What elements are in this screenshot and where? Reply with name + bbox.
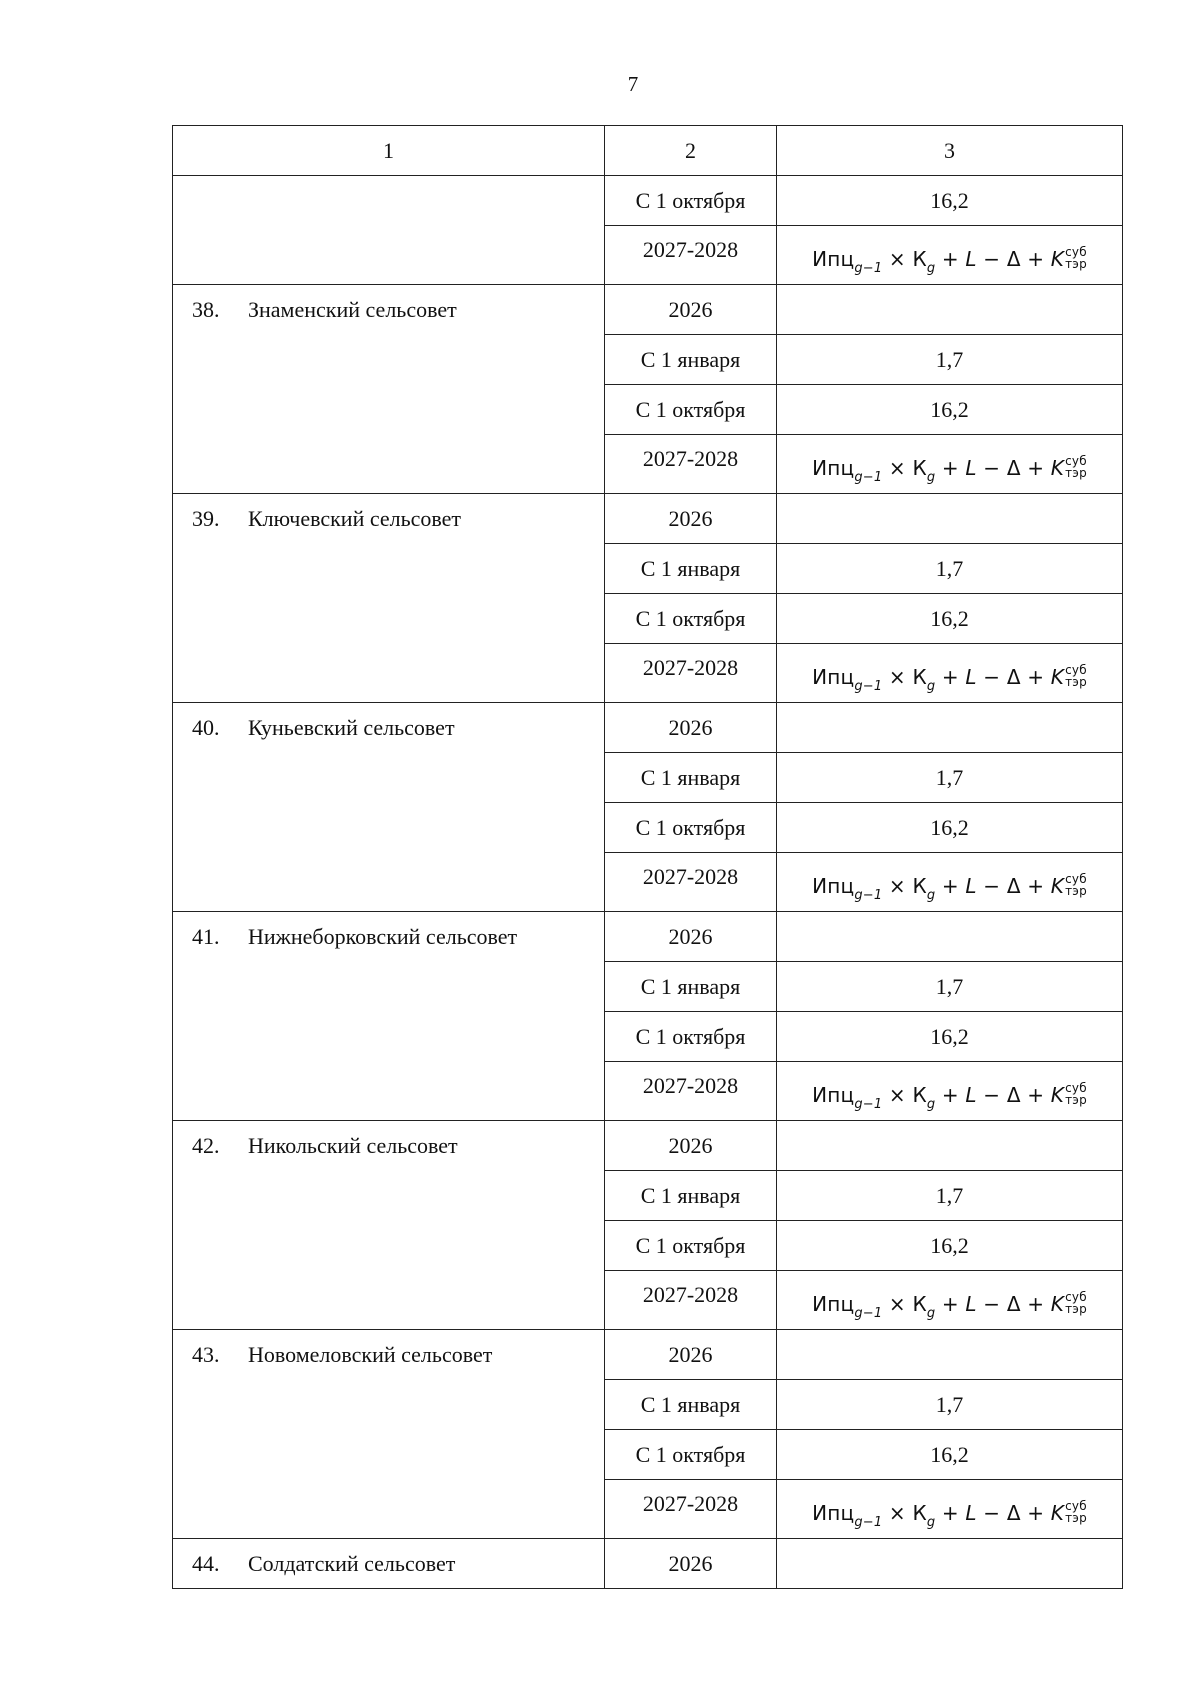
- value-cell: 1,7: [777, 544, 1123, 594]
- tariff-formula: [812, 663, 1087, 694]
- formula-k-subscript-ter: тэр: [1065, 1302, 1087, 1317]
- period-cell: 2026: [605, 1121, 777, 1171]
- value-cell: [777, 1539, 1123, 1589]
- entry-number: 41.: [192, 924, 220, 949]
- formula-plus: +: [1020, 1291, 1051, 1316]
- entry-number: 39.: [192, 506, 220, 531]
- period-cell: С 1 октября: [605, 385, 777, 435]
- formula-minus: −: [976, 1291, 1007, 1316]
- formula-base-subscript: g−1: [854, 678, 883, 694]
- formula-base-subscript: g−1: [854, 1514, 883, 1530]
- formula-k-subsidy: K: [1050, 455, 1065, 480]
- tariff-formula: [812, 454, 1087, 485]
- formula-k: К: [912, 1291, 927, 1316]
- value-cell: 16,2: [777, 176, 1123, 226]
- formula-k: К: [912, 1082, 927, 1107]
- entry-number: 44.: [192, 1551, 220, 1576]
- tariff-formula: [812, 872, 1087, 903]
- formula-minus: −: [976, 664, 1007, 689]
- formula-k-superscript: суб: [1065, 1499, 1087, 1514]
- value-cell: 16,2: [777, 1221, 1123, 1271]
- value-cell: [777, 494, 1123, 544]
- period-cell: С 1 января: [605, 335, 777, 385]
- value-cell: 16,2: [777, 594, 1123, 644]
- formula-k-subscript: g: [926, 678, 936, 694]
- tariff-formula: [812, 1290, 1087, 1321]
- formula-k: К: [912, 664, 927, 689]
- formula-k: К: [912, 1500, 927, 1525]
- formula-minus: −: [976, 455, 1007, 480]
- formula-l: L: [965, 455, 977, 480]
- formula-k-subsidy: K: [1050, 246, 1065, 271]
- period-cell: 2027-2028: [605, 435, 777, 494]
- formula-cell: [777, 226, 1123, 285]
- formula-delta: Δ: [1006, 1500, 1021, 1525]
- entry-number: 42.: [192, 1133, 220, 1158]
- formula-k-superscript: суб: [1065, 1081, 1087, 1096]
- formula-k: К: [912, 455, 927, 480]
- value-cell: [777, 912, 1123, 962]
- value-cell: 16,2: [777, 385, 1123, 435]
- formula-k-subscript-ter: тэр: [1065, 675, 1087, 690]
- formula-k-superscript: суб: [1065, 663, 1087, 678]
- period-cell: 2026: [605, 703, 777, 753]
- formula-base: Ипц: [812, 664, 855, 689]
- entry-number: 43.: [192, 1342, 220, 1367]
- formula-cell: [777, 644, 1123, 703]
- formula-base: Ипц: [812, 1291, 855, 1316]
- table-header-row: [173, 126, 1123, 176]
- table-row: [173, 703, 1123, 753]
- tariff-formula: [812, 1081, 1087, 1112]
- formula-l: L: [965, 873, 977, 898]
- value-cell: 1,7: [777, 753, 1123, 803]
- formula-times: ×: [882, 1082, 913, 1107]
- settlement-cell: [173, 176, 605, 285]
- formula-l: L: [965, 246, 977, 271]
- entry-number: 40.: [192, 715, 220, 740]
- formula-plus: +: [935, 1500, 966, 1525]
- period-cell: С 1 января: [605, 753, 777, 803]
- formula-delta: Δ: [1006, 246, 1021, 271]
- period-cell: С 1 октября: [605, 1221, 777, 1271]
- settlement-name: Знаменский сельсовет: [248, 297, 457, 322]
- formula-k-subscript: g: [926, 260, 936, 276]
- formula-base: Ипц: [812, 455, 855, 480]
- formula-k-subscript-ter: тэр: [1065, 884, 1087, 899]
- table-row: [173, 285, 1123, 335]
- settlement-cell: [173, 703, 605, 912]
- formula-plus: +: [935, 455, 966, 480]
- value-cell: 1,7: [777, 1171, 1123, 1221]
- formula-k-subscript-ter: тэр: [1065, 466, 1087, 481]
- period-cell: 2027-2028: [605, 644, 777, 703]
- formula-k-superscript: суб: [1065, 245, 1087, 260]
- formula-k-subscript: g: [926, 469, 936, 485]
- formula-delta: Δ: [1006, 1082, 1021, 1107]
- formula-cell: [777, 435, 1123, 494]
- formula-k-superscript: суб: [1065, 872, 1087, 887]
- formula-base-subscript: g−1: [854, 1096, 883, 1112]
- formula-plus: +: [1020, 664, 1051, 689]
- settlement-name: Куньевский сельсовет: [248, 715, 455, 740]
- formula-delta: Δ: [1006, 664, 1021, 689]
- formula-cell: [777, 1062, 1123, 1121]
- period-cell: С 1 января: [605, 544, 777, 594]
- value-cell: [777, 285, 1123, 335]
- formula-l: L: [965, 664, 977, 689]
- formula-plus: +: [1020, 1500, 1051, 1525]
- formula-minus: −: [976, 246, 1007, 271]
- settlement-cell: [173, 1330, 605, 1539]
- formula-k-subscript: g: [926, 887, 936, 903]
- formula-k-subscript-ter: тэр: [1065, 1093, 1087, 1108]
- period-cell: С 1 января: [605, 1380, 777, 1430]
- period-cell: 2026: [605, 912, 777, 962]
- table-row: [173, 1121, 1123, 1171]
- table-row: [173, 912, 1123, 962]
- settlement-cell: [173, 912, 605, 1121]
- formula-k-subscript: g: [926, 1305, 936, 1321]
- formula-k-superscript: суб: [1065, 1290, 1087, 1305]
- period-cell: С 1 октября: [605, 803, 777, 853]
- header-col-1: 1: [173, 126, 605, 176]
- tariff-table: [172, 125, 1123, 1589]
- formula-plus: +: [1020, 246, 1051, 271]
- formula-k-subscript: g: [926, 1096, 936, 1112]
- formula-l: L: [965, 1082, 977, 1107]
- period-cell: 2027-2028: [605, 1480, 777, 1539]
- formula-times: ×: [882, 246, 913, 271]
- value-cell: [777, 1330, 1123, 1380]
- settlement-cell: [173, 285, 605, 494]
- settlement-cell: [173, 494, 605, 703]
- formula-times: ×: [882, 664, 913, 689]
- formula-k-subscript: g: [926, 1514, 936, 1530]
- tariff-formula: [812, 1499, 1087, 1530]
- formula-k-subscript-ter: тэр: [1065, 257, 1087, 272]
- value-cell: 16,2: [777, 1012, 1123, 1062]
- formula-plus: +: [935, 664, 966, 689]
- formula-plus: +: [935, 1291, 966, 1316]
- formula-k-superscript: суб: [1065, 454, 1087, 469]
- formula-minus: −: [976, 873, 1007, 898]
- value-cell: [777, 1121, 1123, 1171]
- formula-delta: Δ: [1006, 873, 1021, 898]
- header-col-2: 2: [605, 126, 777, 176]
- tariff-formula: [812, 245, 1087, 276]
- period-cell: С 1 января: [605, 962, 777, 1012]
- settlement-cell: [173, 1539, 605, 1589]
- formula-times: ×: [882, 1500, 913, 1525]
- period-cell: 2027-2028: [605, 853, 777, 912]
- period-cell: 2026: [605, 1330, 777, 1380]
- formula-delta: Δ: [1006, 455, 1021, 480]
- formula-base: Ипц: [812, 1500, 855, 1525]
- settlement-name: Новомеловский сельсовет: [248, 1342, 493, 1367]
- formula-k: К: [912, 873, 927, 898]
- formula-plus: +: [935, 246, 966, 271]
- value-cell: 16,2: [777, 1430, 1123, 1480]
- formula-k-subsidy: K: [1050, 1291, 1065, 1316]
- entry-number: 38.: [192, 297, 220, 322]
- formula-base-subscript: g−1: [854, 887, 883, 903]
- table-row: [173, 1330, 1123, 1380]
- period-cell: 2026: [605, 285, 777, 335]
- period-cell: 2027-2028: [605, 1271, 777, 1330]
- period-cell: 2027-2028: [605, 1062, 777, 1121]
- table-row: [173, 494, 1123, 544]
- formula-base: Ипц: [812, 1082, 855, 1107]
- formula-k-subsidy: K: [1050, 664, 1065, 689]
- formula-base-subscript: g−1: [854, 469, 883, 485]
- value-cell: 1,7: [777, 335, 1123, 385]
- table-row: [173, 176, 1123, 226]
- formula-k-subscript-ter: тэр: [1065, 1511, 1087, 1526]
- formula-plus: +: [1020, 873, 1051, 898]
- formula-k-subsidy: K: [1050, 873, 1065, 898]
- formula-cell: [777, 853, 1123, 912]
- formula-k-subsidy: K: [1050, 1500, 1065, 1525]
- formula-minus: −: [976, 1500, 1007, 1525]
- formula-times: ×: [882, 1291, 913, 1316]
- formula-cell: [777, 1480, 1123, 1539]
- period-cell: 2026: [605, 494, 777, 544]
- formula-times: ×: [882, 455, 913, 480]
- period-cell: С 1 января: [605, 1171, 777, 1221]
- settlement-name: Нижнеборковский сельсовет: [248, 924, 518, 949]
- formula-l: L: [965, 1500, 977, 1525]
- formula-k-subsidy: K: [1050, 1082, 1065, 1107]
- formula-plus: +: [935, 873, 966, 898]
- settlement-cell: [173, 1121, 605, 1330]
- formula-delta: Δ: [1006, 1291, 1021, 1316]
- formula-plus: +: [1020, 1082, 1051, 1107]
- formula-base: Ипц: [812, 246, 855, 271]
- table-row: [173, 1539, 1123, 1589]
- formula-k: К: [912, 246, 927, 271]
- value-cell: 1,7: [777, 1380, 1123, 1430]
- formula-plus: +: [1020, 455, 1051, 480]
- period-cell: С 1 октября: [605, 1012, 777, 1062]
- formula-minus: −: [976, 1082, 1007, 1107]
- formula-base-subscript: g−1: [854, 260, 883, 276]
- value-cell: [777, 703, 1123, 753]
- page-number: 7: [627, 72, 639, 96]
- settlement-name: Солдатский сельсовет: [248, 1551, 456, 1576]
- value-cell: 1,7: [777, 962, 1123, 1012]
- formula-cell: [777, 1271, 1123, 1330]
- period-cell: С 1 октября: [605, 176, 777, 226]
- formula-times: ×: [882, 873, 913, 898]
- value-cell: 16,2: [777, 803, 1123, 853]
- formula-plus: +: [935, 1082, 966, 1107]
- formula-base: Ипц: [812, 873, 855, 898]
- formula-l: L: [965, 1291, 977, 1316]
- settlement-name: Ключевский сельсовет: [248, 506, 462, 531]
- period-cell: С 1 октября: [605, 594, 777, 644]
- period-cell: 2027-2028: [605, 226, 777, 285]
- settlement-name: Никольский сельсовет: [248, 1133, 458, 1158]
- period-cell: 2026: [605, 1539, 777, 1589]
- formula-base-subscript: g−1: [854, 1305, 883, 1321]
- header-col-3: 3: [777, 126, 1123, 176]
- period-cell: С 1 октября: [605, 1430, 777, 1480]
